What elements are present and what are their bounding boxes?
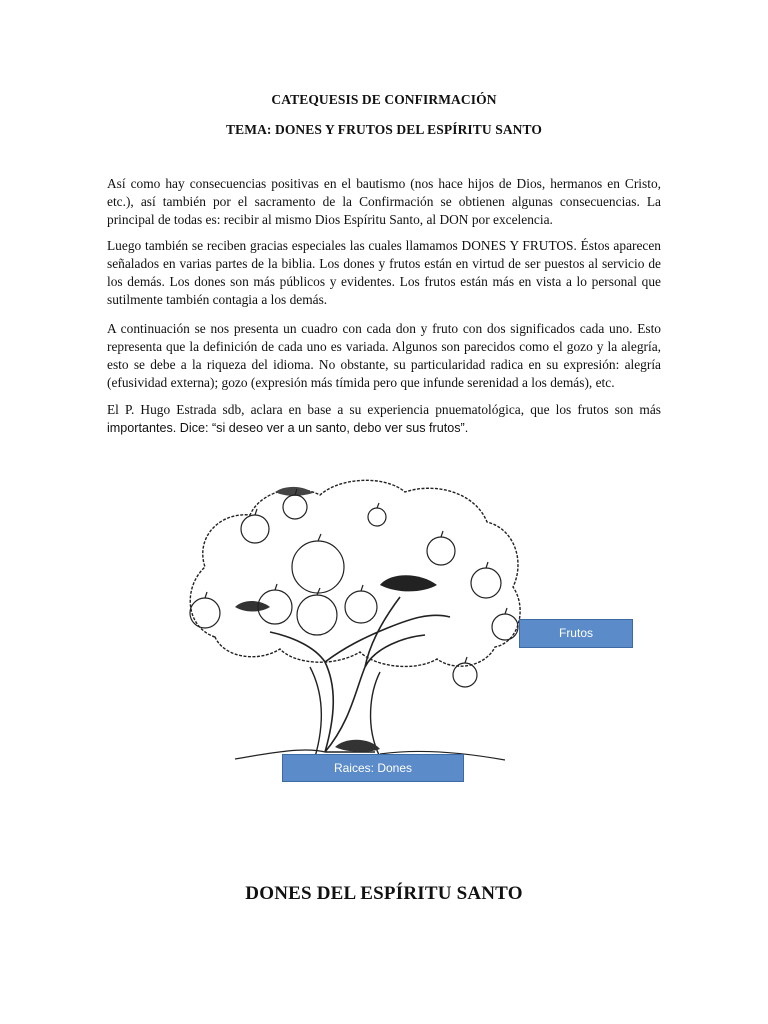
paragraph-4	[107, 401, 661, 437]
apple	[241, 515, 269, 543]
apple	[427, 537, 455, 565]
tree-trunk	[270, 597, 450, 752]
root-dark-patch	[335, 740, 380, 752]
paragraph-1: Así como hay consecuencias positivas en el bautismo (nos hace hijos de Dios, hermanos en Cristo, etc.), así también por el sacramento de la Confirmación se obtienen algunas consecuencias. La principal de todas es: recibir al mismo Dios Espíritu Santo, al DON por excelencia.	[107, 176, 661, 227]
apple	[368, 508, 386, 526]
apple	[190, 598, 220, 628]
apple	[492, 614, 518, 640]
apple	[292, 541, 344, 593]
roots-callout: Raices: Dones	[282, 754, 464, 782]
foliage-cluster	[380, 575, 437, 591]
tree-illustration	[175, 467, 530, 789]
paragraph-4-serif-text: El P. Hugo Estrada sdb, aclara en base a su experiencia pnuematológica, que los frutos son más	[107, 402, 661, 417]
paragraph-3: A continuación se nos presenta un cuadro con cada don y fruto con dos significados cada uno. Esto representa que la definición de cada uno es variada. Algunos son parecidos como el gozo y la alegría, esto se debe a la riqueza del idioma. No obstante, su particularidad radica en su expresión: alegría (efusividad externa); gozo (expresión más tímida pero que infunde serenidad a los demás), etc.	[107, 321, 661, 390]
paragraph-2: Luego también se reciben gracias especiales las cuales llamamos DONES Y FRUTOS. Éstos aparecen señalados en varias partes de la biblia. Los dones y frutos están en virtud de ser puestos al servicio de los demás. Los dones son más públicos y evidentes. Los frutos están más en vista a lo personal que sutilmente también contagia a los demás.	[107, 238, 661, 307]
apple	[297, 595, 337, 635]
document-title: CATEQUESIS DE CONFIRMACIÓN	[271, 92, 497, 107]
fruits-callout: Frutos	[519, 619, 633, 648]
document-topic: TEMA: DONES Y FRUTOS DEL ESPÍRITU SANTO	[226, 122, 542, 137]
apple	[345, 591, 377, 623]
tree-drawing	[175, 467, 530, 789]
apple	[471, 568, 501, 598]
apple	[283, 495, 307, 519]
foliage-cluster	[235, 601, 270, 612]
section-title: DONES DEL ESPÍRITU SANTO	[245, 883, 523, 904]
paragraph-4-sans-text: importantes. Dice: “si deseo ver a un santo, debo ver sus frutos”.	[107, 421, 469, 435]
tree-canopy	[190, 480, 520, 666]
